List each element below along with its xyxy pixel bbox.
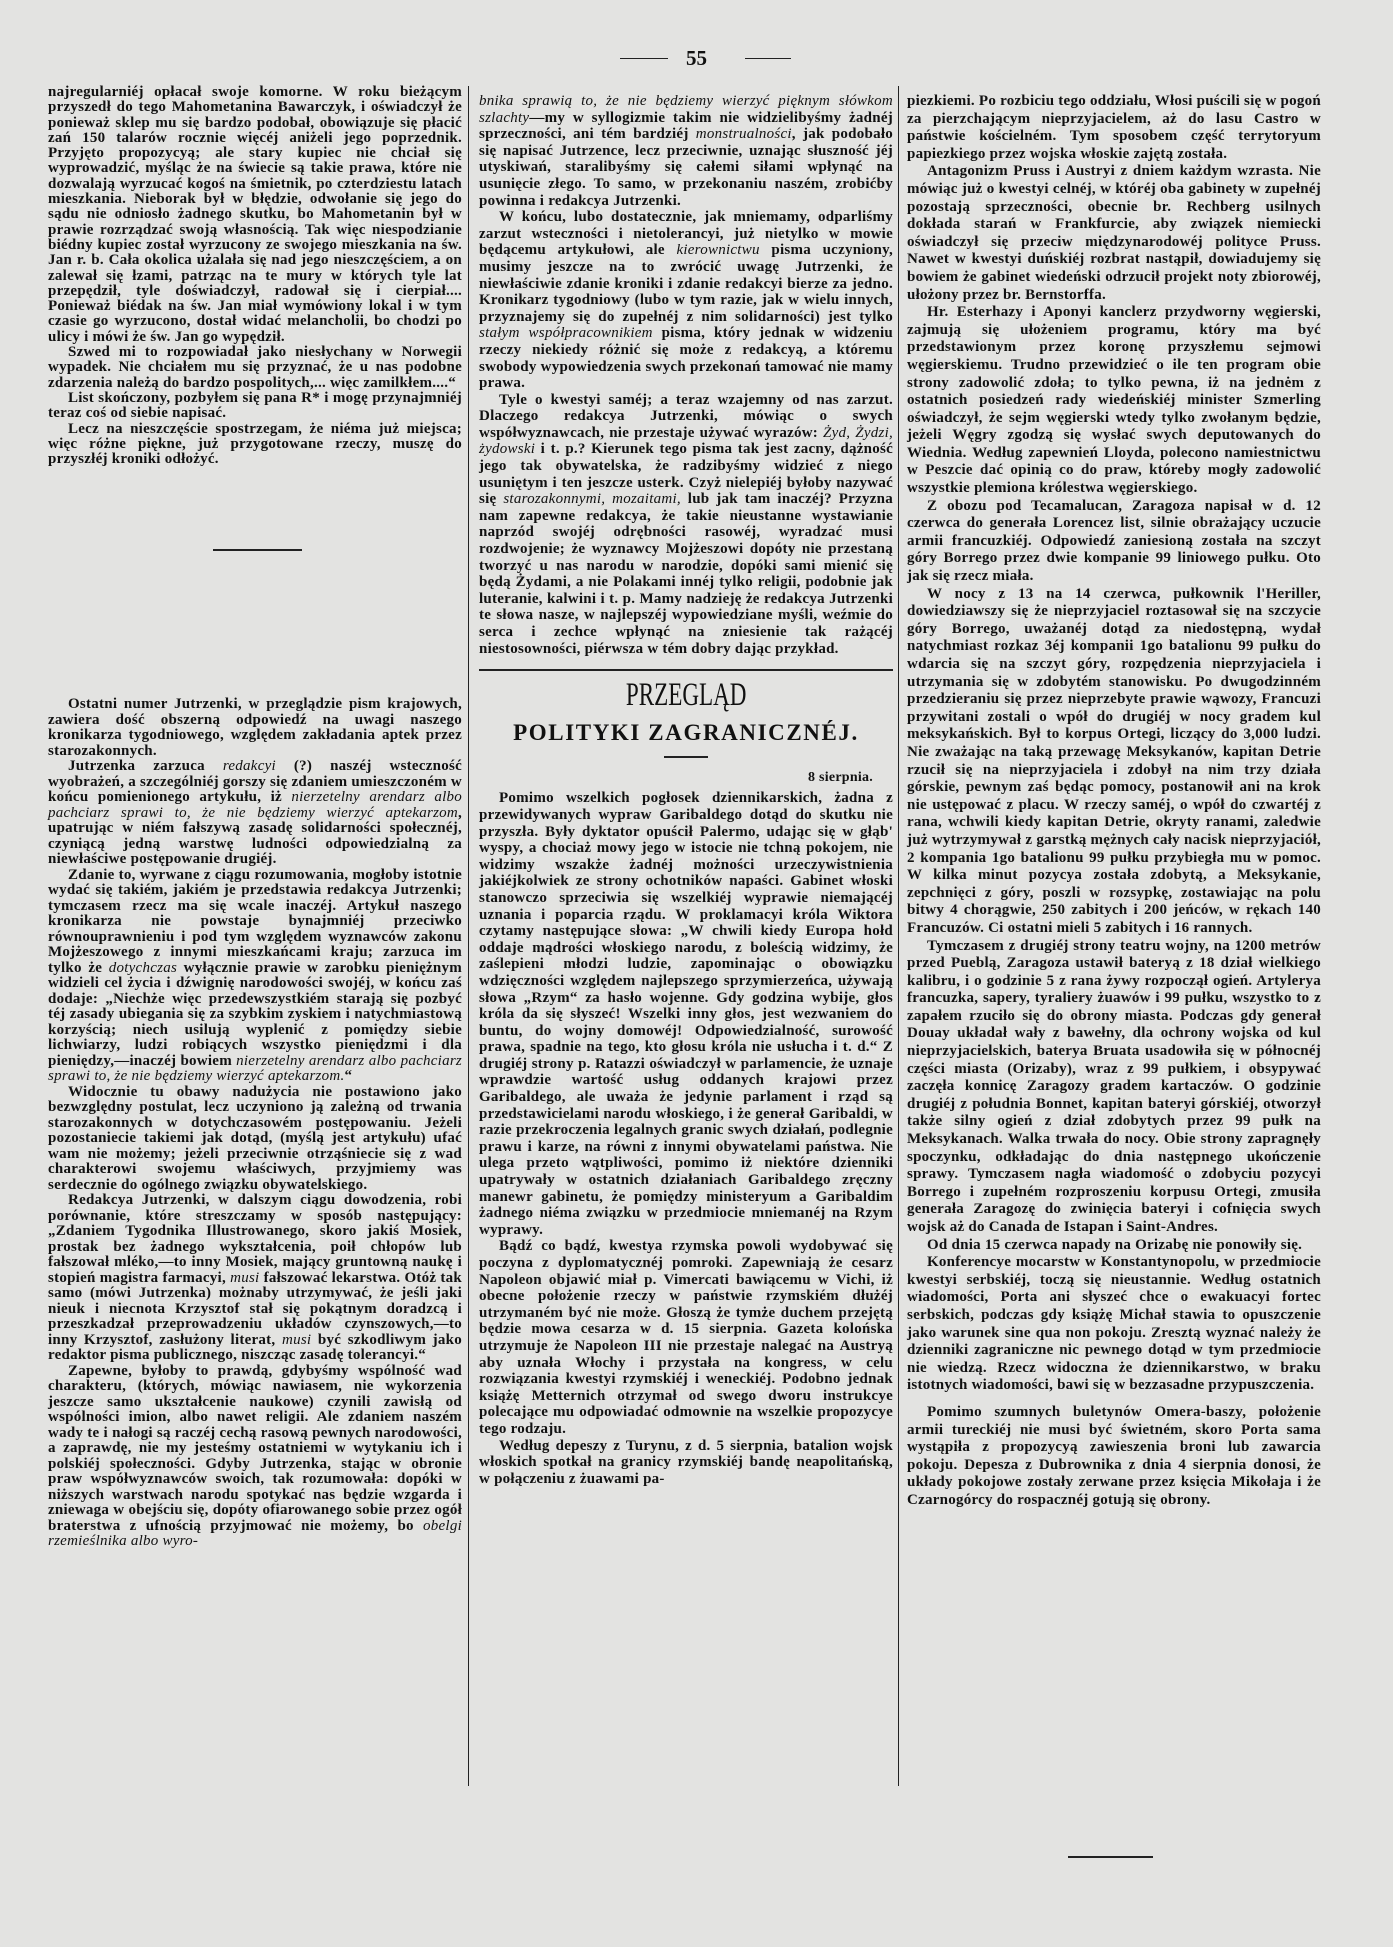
paragraph: [48, 1364, 462, 1550]
text-run: Konferencye mocarstw w Konstantynopolu, w przedmiocie kwestyi serbskiéj, toczą się nieustannie. Według ostatnich wiadomości, Porta ani słyszeć chce o ewakuacyi fortec serbskich, podczas gdy książę Michał stawia to opuszczenie jako warunek sine qua non pokoju. Zresztą wyznać należy że dzienniki zagraniczne nic pewnego dotąd w tym przedmiocie nie wiedzą. Rzecz widoczna że dziennikarstwo, w braku istotnych wiadomości, bawi się w bezzasadne przypuszczenia.: [907, 1254, 1321, 1394]
paragraph: [907, 586, 1321, 938]
paragraph: [479, 1438, 893, 1488]
section-separator: [213, 549, 302, 551]
text-run: W końcu, lubo dostatecznie, jak mniemamy, odparliśmy zarzut wsteczności i nietolerancyi, już nietylko w mowie będącemu artykułowi, ale: [479, 209, 893, 259]
text-run: “: [344, 1068, 353, 1084]
paragraph: [907, 1254, 1321, 1395]
paragraph: [907, 1404, 1321, 1510]
text-run: lub jak tam inaczéj? Przyzna nam zapewne redakcya, że takie nieustanne wystawianie naprzód swojéj odrębności rasowéj, wyradzać musi rozdwojenie; że wyznawcy Mojżeszowi dopóty nie przestaną tworzyć u nas narodu w narodzie, dopóki sami mienić się będą Żydami, a nie Polakami innéj tylko religii, podobnie jak luteranie, kalwini i t. p. Mamy nadzieję że redakcya Jutrzenki te słowa nasze, w najlepszéj wypowiedziane myśli, weźmie do serca i zechce wpłynąć na zniesienie tak rażącéj niestosowności, piérwsza w tém dobry dając przykład.: [479, 491, 893, 657]
column-1-bottom: [48, 697, 462, 1550]
column-divider: [468, 86, 469, 1786]
text-run: być szkodliwym jako redaktor pisma publicznego, niszcząc zasadę tolerancyi.“: [48, 1331, 463, 1363]
italic-text: obelgi rzemieślnika albo wyro-: [48, 1517, 462, 1549]
text-run: Szwed mi to rozpowiadał jako niesłychany w Norwegii wypadek. Nie chciałem mu się przyznać, że u nas podobne zdarzenia należą do bardzo pospolitych,... więc zamilkłem....“: [48, 344, 462, 391]
paragraph: [479, 1238, 893, 1437]
text-run: Tymczasem z drugiéj strony teatru wojny, na 1200 metrów przed Pueblą, Zaragoza ustawił bateryą z 18 dział wielkiego kalibru, i o godzinie 5 z rana żywy rozpoczął ogień. Artylerya francuzka, sapery, tyraliery żuawów i 99 pułku, wszystko to z zapałem rzuciło się do obrony miasta. Podczas gdy generał Douay układał wały z bawełny, dla ochrony wojska od kul nieprzyjacielskich, baterya Bruata usadowiła się w północnéj części miasta (Orizaby), wraz z 99 pułkiem, i obsypywać zaczęła konnicę Zaragozy gradem kartaczów. O godzinie drugiéj z południa Bonnet, kapitan bateryi górskiéj, otworzył także silny ogień z dział zdobytych przez 99 pułk na Meksykanach. Walka trwała do nocy. Obie strony zapragnęły spoczynku, odkładając do dnia następnego ukończenie sprawy. Tymczasem nagła wiadomość o zdobyciu pozycyi Borrego i zupełném rozproszeniu korpusu Ortegi, zmusiła generała Zaragozę do zwinięcia bateryi i cofnięcia swych wojsk aż do Canada de Istapan i Saint-Andres.: [907, 937, 1321, 1235]
paragraph: [48, 1085, 462, 1194]
italic-text: bnika sprawią to, że nie będziemy wierzyć pięknym słówkom szlachty: [479, 93, 893, 126]
text-run: Lecz na nieszczęście spostrzegam, że niéma już miejsca; więc różne piękne, już przygotowane rzeczy, muszę do przyszłéj kroniki odłożyć.: [48, 420, 462, 468]
paragraph: [907, 163, 1321, 304]
column-3: [907, 93, 1321, 1510]
paragraph: [48, 85, 462, 345]
text-run: Redakcya Jutrzenki, w dalszym ciągu dowodzenia, robi porównanie, które streszczamy w sposób następujący: „Zdaniem Tygodnika Illustrowanego, skoro jakiś Mosiek, prostak bez żadnego wykształcenia, poił chłopów lub fałszował mléko,—to inny Mosiek, mający gruntowną naukę i stopień magistra farmacyi,: [48, 1192, 462, 1286]
text-run: Zapewne, byłoby to prawdą, gdybyśmy wspólność wad charakteru, (których, mówiąc nawiasem, nie wykorzenia jeszcze samo ukształcenie naukowe) czynili zawisłą od wspólności imion, albo nawet religii. Ale zdaniem naszém wady te i nałogi są raczéj cechą rasową pewnych narodowości, a zaprawdę, nie my jesteśmy ostatniemi w wytykaniu ich i polskiéj społeczności. Gdyby Jutrzenka, stając w obronie praw współwyznawców swoich, tak rozumowała: dopóki w niższych warstwach narodu spotykać nas będzie wzgarda i zniewaga w obejściu się, dopóty ofiarowanego sobie przez ogół braterstwa z ufnością przyjmować nie możemy, bo: [48, 1362, 462, 1534]
italic-text: monstrualności: [695, 126, 792, 143]
text-run: Ostatni numer Jutrzenki, w przeglądzie pism krajowych, zawiera dość obszerną odpowiedź na uwagi naszego kronikarza tygodniowego, względem zakładania aptek przez starozakonnych.: [48, 696, 462, 759]
paragraph: [907, 498, 1321, 586]
italic-text: dotychczas: [108, 959, 178, 976]
paragraph: [48, 697, 462, 759]
section-rule: [479, 669, 893, 671]
italic-text: redakcyi: [222, 758, 276, 774]
paragraph: [479, 93, 893, 209]
italic-text: kierownictwu: [676, 242, 760, 259]
section-title-line-2: POLITYKI ZAGRANICZNÉJ.: [513, 720, 859, 746]
text-run: najregularniéj opłacał swoje komorne. W roku bieżącym przyszedł do tego Mahometanina Bawarczyk, i oświadczył że ponieważ sklep mu się bardzo podobał, obowiązuje się płacić zań 150 talarów rocznie więcéj aniżeli jego poprzednik. Przyjęto propozycyą; ale stary kupiec nie chciał się wyprowadzić, myśląc że na świecie są takie prawa, które nie dozwalają wyrzucać kogoś na śmietnik, po czterdziestu latach mieszkania. Nieborak był w błędzie, odwołanie się jego do sądu nie odniosło żadnego skutku, bo Mahometanin był w prawie rozrządzać swoją własnością. Tak więc niespodzianie biédny kupiec został wyrzucony ze swojego mieszkania na św. Jan r. b. Cała okolica użalała się nad jego nieszczęściem, a on zalewał się łzami, patrząc na te mury w których tyle lat przepędził, tyle doświadczył, radował się i cierpiał.... Ponieważ biédak na św. Jan miał wymówiony lokal i w tym czasie go wyrzucono, dostał widać melancholii, bo chodzi po ulicy i mówi że św. Jan go wypędził.: [48, 84, 462, 345]
text-run: wyłącznie prawie w zarobku pieniężnym widzieli cel życia i dźwignię narodowości swojéj, w końcu zaś dodaje: „Niechże więc przedewszystkiém starają się pozbyć téj zasady ubiegania się za szybkim zyskiem i natychmiastową korzyścią; niech usilują wyplenić z pomiędzy siebie lichwiarzy, ludzi robiących wszystko pieniędzmi i dla pieniędzy,—inaczéj bowiem: [48, 959, 463, 1069]
text-run: , upatrując w niém fałszywą zasadę solidarności społecznéj, czyniącą jedną warstwę ludności odpowiedzialną za niewłaściwe postępowanie drugiéj.: [48, 804, 462, 867]
page-number: 55: [686, 46, 707, 70]
text-run: pisma uczyniony, musimy jeszcze na to zwrócić uwagę Jutrzenki, że niewłaściwie zdanie kroniki i zdanie redakcyi bierze za jedno. Kronikarz tygodniowy (lubo w tym razie, jak w wielu innych, przyznajemy się do zupełnéj z nim solidarności) jest tylko: [479, 242, 894, 325]
text-run: Antagonizm Pruss i Austryi z dniem każdym wzrasta. Nie mówiąc już o kwestyi celnéj, w któréj oba gabinety w zupełnéj pozostają sprzeczności, obecnie br. Rechberg usilnych dokłada starań w Frankfurcie, aby związek niemiecki oświadczył się przeciw międzynarodowéj polityce Pruss. Nawet w kwestyi duńskiéj rozbrat nastąpił, dowiadujemy się bowiem że gabinet wiedeński odrzucił projekt noty zbiorowéj, ułożony przez br. Bernstorffa.: [907, 163, 1321, 303]
section-title-line-1: PRZEGLĄD: [625, 677, 747, 714]
section-title: [479, 677, 893, 721]
italic-text: stałym współpracownikiem: [479, 325, 653, 342]
column-1-top: [48, 85, 462, 467]
text-run: pisma, który jednak w widzeniu rzeczy niekiedy różnić się może z redakcyą, a któremu swobody wypowiedzenia swych przekonań tamować nie mamy prawa.: [479, 325, 894, 392]
text-run: Jutrzenka zarzuca: [68, 758, 223, 774]
text-run: Od dnia 15 czerwca napady na Orizabę nie ponowiły się.: [927, 1236, 1303, 1253]
column-divider: [898, 86, 899, 1786]
text-run: —my w syllogizmie takim nie widzielibyśmy żadnéj sprzeczności, ani tém bardziéj: [479, 109, 893, 143]
italic-text: starozakonnymi, mozaitami,: [503, 491, 681, 508]
title-separator: [664, 756, 708, 758]
paragraph: [907, 1237, 1321, 1255]
text-run: Z obozu pod Tecamalucan, Zaragoza napisał w d. 12 czerwca do generała Lorencez list, silnie obrażający uczucie armii francuzkiéj. Odpowiedź zaniesioną została na szczyt góry Borrego przez dwie kompanie 99 liniowego pułku. Oto jak się rzecz miała.: [907, 497, 1321, 585]
paragraph: [479, 790, 893, 1238]
text-run: piezkiemi. Po rozbiciu tego oddziału, Włosi puścili się w pogoń za pierzchającym nieprzyjacielem, aż do lasu Castro w państwie kościelném. Tym sposobem część terrytoryum papiezkiego przez wojska włoskie zajętą została.: [907, 93, 1321, 162]
paragraph: [907, 304, 1321, 498]
italic-text: nierzetelny arendarz albo pachciarz sprawi to, że nie będziemy wierzyć aptekarzom: [48, 789, 463, 821]
paragraph: [48, 422, 462, 468]
paragraph: [907, 938, 1321, 1237]
paragraph: [907, 93, 1321, 163]
italic-text: Żyd, Żydzi, żydowski: [479, 424, 894, 458]
column-2: [479, 93, 893, 1487]
text-run: (?) naszéj wsteczność wyobrażeń, a szczególniéj gorszy się zdaniem umieszczoném w końcu pomienionego artykułu, iż: [48, 758, 462, 805]
italic-text: musi: [282, 1331, 312, 1348]
text-run: Tyle o kwestyi saméj; a teraz wzajemny od nas zarzut. Dlaczego redakcya Jutrzenki, mówiąc o swych współwyznawcach, nie przestaje używać wyrazów:: [479, 391, 893, 441]
text-run: , jak podobało się napisać Jutrzence, lecz przeciwnie, uznając słuszność jéj utyskiwań, staralibyśmy się całemi siłami wpłynąć na usunięcie złego. To samo, w przekonaniu naszém, zrobićby powinna i redakcya Jutrzenki.: [479, 126, 893, 209]
text-run: Pomimo wszelkich pogłosek dziennikarskich, żadna z przewidywanych wypraw Garibaldego dotąd do skutku nie przyszła. Były dyktator opuścił Palermo, udając się w głąb' wyspy, a chociaż mowy jego w istocie nie tchną pokojem, nie widzimy wszakże żadnéj możności urzeczywistnienia jakiéjkolwiek ze strony ochotników napaści. Gabinet włoski stanowczo sprzeciwia się wszelkiéj wyprawie niemającéj uznania i poparcia rządu. W proklamacyi króla Wiktora czytamy następujące słowa: „W chwili kiedy Europa hołd oddaje mądrości włoskiego narodu, z boleścią widzimy, że zaślepieni młodzi ludzie, zapominając o obowiązku wdzięczności względem najlepszego sprzymierzeńca, używają słowa „Rzym“ za hasło wojenne. Gdy godzina wybije, głos króla da się słyszeć! Wszelki inny głos, jest wezwaniem do buntu, do wojny domowéj! Odpowiedzialność, surowość prawa, spadnie na tego, kto głosu króla nie usłucha i t. d.“ Z drugiéj strony p. Ratazzi oświadczył w parlamencie, że uznaje wprawdzie wartość usług oddanych krajowi przez Garibaldego, ale uważa że jedynie parlament i rząd są przedstawicielami narodu włoskiego, i że generał Garibaldi, w razie przekroczenia legalnych granic swych działań, podlegnie prawu i karze, na równi z innymi obywatelami państwa. Nie ulega przeto wątpliwości, pomimo iż niektóre dzienniki upatrywały w ostatnich działaniach Garibaldego zręczny manewr gabinetu, że pomiędzy ministeryum a Garibaldim żadnego niéma związku w przedmiocie mniemanéj na Rzym wyprawy.: [479, 790, 893, 1238]
italic-text: nierzetelny arendarz albo pachciarz sprawi to, że nie będziemy wierzyć aptekarzom.: [48, 1052, 462, 1084]
italic-text: musi: [230, 1269, 260, 1286]
paragraph: [48, 759, 462, 868]
paragraph: [48, 1193, 462, 1364]
text-run: W nocy z 13 na 14 czerwca, pułkownik l'Heriller, dowiedziawszy się że nieprzyjaciel roztasował się na szczycie góry Borrego, uważanéj dotąd za niedostępną, wydał natychmiast rozkaz 3éj kompanii 1go batalionu 99 pułku do wdarcia się na szczyt góry, rozpędzenia nieprzyjaciela i utrzymania się w zdobytém stanowisku. Po dwugodzinném przedzieraniu się przez nieprzebyte prawie wąwozy, Francuzi przywitani zostali o wpół do drugiéj w nocy gradem kul meksykańskich. Był to korpus Ortegi, liczący do 3,000 ludzi. Nie zważając na taką przewagę Meksykanów, kapitan Detrie rzucił się na nieprzyjaciela i zdobył na nim trzy działa górskie, pewnym zaś będąc pomocy, postanowił ani na krok nie ustępować z placu. W rzeczy saméj, o wpół do czwartéj z rana, wchwili kiedy kapitan Detrie, okryty ranami, zaledwie już wytrzymywał z garstką mężnych cały nacisk nieprzyjaciół, 2 kompania 1go batalionu 99 pułku przybiegła mu w pomoc. W kilka minut pozycya została zdobytą, a Meksykanie, zepchnięci z góry, poszli w rozsypkę, zostawiając na polu bitwy 4 chorągwie, 250 zabitych i 200 jeńców, w rękach 140 Francuzów. Ci ostatni mieli 5 zabitych i 16 rannych.: [907, 585, 1321, 936]
dateline: 8 sierpnia.: [808, 769, 873, 785]
paragraph: [479, 392, 893, 658]
end-rule: [1068, 1856, 1153, 1858]
text-run: fałszować lekarstwa. Otóż tak samo (mówi Jutrzenka) możnaby utrzymywać, że jeśli jaki nieuk i niecnota Krzysztof stał się pokątnym doradzcą i przeszkadzał przeprowadzeniu układów czynszowych,—to inny Krzysztof, zasłużony literat,: [48, 1269, 463, 1348]
text-run: Zdanie to, wyrwane z ciągu rozumowania, mogłoby istotnie wydać się takiém, jakiém je przedstawia redakcya Jutrzenki; tymczasem rzecz ma się wcale inaczéj. Artykuł naszego kronikarza nie powstaje bynajmniéj przeciwko równouprawnieniu i pod tym względem wyznawców zakonu Mojżeszowego z innymi mieszkańcami kraju; zarzuca im tylko że: [48, 866, 462, 976]
text-run: i t. p.? Kierunek tego pisma tak jest zacny, dążność jego tak obywatelska, że radzibyśmy widzieć z niego usuniętym i ten jeszcze usterk. Czyż nielepiéj byłoby nazywać się: [479, 441, 893, 508]
paragraph-gap: [907, 1395, 1321, 1404]
text-run: List skończony, pozbyłem się pana R* i mogę przynajmniéj teraz coś od siebie napisać.: [48, 389, 462, 422]
text-run: Widocznie tu obawy nadużycia nie postawiono jako bezwzględny postulat, lecz uczyniono ją zależną od trwania starozakonnych w dotychczasowém postępowaniu. Jeżeli pozostaniecie takiemi jak dotąd, (myślą jest artykułu) ufać wam nie możemy; jeżeli przeciwnie otrząśniecie się z wad charakterowi swojemu właściwych, przyjmiemy was serdecznie do ogólnego związku obywatelskiego.: [48, 1083, 462, 1193]
text-run: Hr. Esterhazy i Aponyi kanclerz przydworny węgierski, zajmują się ułożeniem programu, który ma być przedstawionym przez koronę przyszłemu sejmowi węgierskiemu. Trudno przewidzieć o ile ten program obie strony zadowolić zdoła; to tylko pewna, iż na jednėm z ostatnich posiedzeń rady wiedeńskiéj minister Szmerling oświadczył, że sejm węgierski wtedy tylko zwołanym będzie, jeżeli Węgry zgodzą się wysłać swych deputowanych do Wiednia. Według zapewnień Lloyda, polecono namiestnictwu w Peszcie dać opinią co do praw, któreby mogły zadowolić wszystkie plemiona królestwa węgierskiego.: [907, 304, 1321, 497]
paragraph: [48, 345, 462, 391]
page-number-dash-right: [745, 58, 791, 59]
text-run: Pomimo szumnych buletynów Omera-baszy, położenie armii tureckiéj nie musi być świetném, skoro Porta sama wystąpiła z propozycyą zawieszenia broni lub zawarcia pokoju. Depesza z Dubrownika z dnia 4 sierpnia donosi, że układy pokojowe zostały zerwane przez księcia Mikołaja i że Czarnogórcy do rospacznéj gotują się obrony.: [907, 1403, 1321, 1508]
paragraph: [48, 868, 462, 1085]
paragraph: [48, 391, 462, 422]
paragraph: [479, 209, 893, 392]
text-run: Według depeszy z Turynu, z d. 5 sierpnia, batalion wojsk włoskich spotkał na granicy rzymskiéj bandę neapolitańską, w połączeniu z żuawami pa-: [479, 1437, 893, 1487]
text-run: Bądź co bądź, kwestya rzymska powoli wydobywać się poczyna z dyplomatycznéj pomroki. Zapewniają że cesarz Napoleon objawić miał p. Vimercati bawiącemu w Vichi, iż obecne położenie rzeczy w państwie rzymskiém dłużéj utrzymaném być nie może. Głoszą że tymże duchem przejętą będzie mowa cesarza w d. 15 sierpnia. Gazeta kolońska utrzymuje że Napoleon III nie przestaje nalegać na Austryą aby uznała Włochy i przystała na kongress, w celu rozwiązania kwestyi rzymskiéj i weneckiéj. Podobno jednak książę Metternich otrzymał od swego dworu instrukcye polecające mu odpowiadać odmownie na wszelkie propozycye tego rodzaju.: [479, 1238, 893, 1437]
